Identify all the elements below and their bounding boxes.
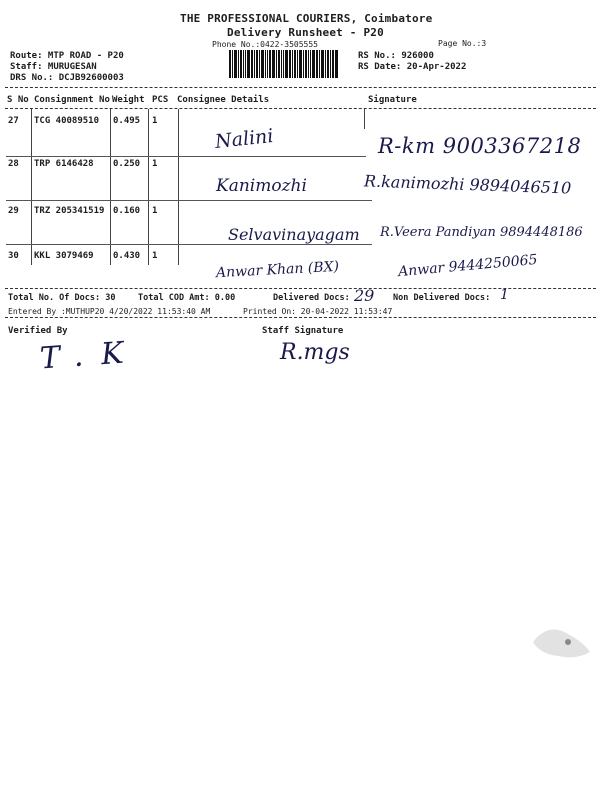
delivered-docs-count: 29: [354, 286, 375, 305]
col-consignee: Consignee Details: [177, 95, 270, 105]
signature-handwriting: R.Veera Pandiyan 9894448186: [380, 225, 583, 240]
col-consignment: Consignment No: [34, 95, 110, 105]
consignee-handwriting: Nalini: [214, 125, 275, 153]
consignee-handwriting: Anwar Khan (BX): [215, 258, 340, 282]
phone-number: Phone No.:0422-3505555: [212, 40, 318, 49]
col-divider: [148, 109, 149, 265]
row-consignment: KKL 3079469: [34, 251, 94, 261]
row-weight: 0.250: [113, 159, 141, 169]
company-name: THE PROFESSIONAL COURIERS, Coimbatore: [180, 12, 433, 25]
col-divider: [178, 109, 179, 265]
row-sno: 29: [8, 206, 19, 216]
total-cod: Total COD Amt: 0.00: [138, 293, 236, 303]
col-pcs: PCS: [152, 95, 169, 105]
smudge-mark: [528, 612, 598, 672]
total-docs: Total No. Of Docs: 30: [8, 293, 116, 303]
row-weight: 0.430: [113, 251, 141, 261]
drs-number: DRS No.: DCJB92600003: [10, 73, 124, 83]
divider: [5, 317, 596, 318]
row-divider: [6, 244, 372, 245]
consignee-handwriting: Selvavinayagam: [228, 225, 360, 244]
row-sno: 28: [8, 159, 19, 169]
row-pcs: 1: [152, 159, 158, 169]
staff-signature: R.mgs: [280, 340, 350, 365]
col-signature: Signature: [368, 95, 417, 105]
staff-signature-label: Staff Signature: [262, 326, 344, 336]
verifier-signature: T.K: [38, 334, 143, 377]
signature-handwriting: Anwar 9444250065: [397, 251, 539, 281]
row-pcs: 1: [152, 206, 158, 216]
row-divider: [6, 156, 366, 157]
page-number: Page No.:3: [438, 39, 487, 48]
non-delivered-label: Non Delivered Docs:: [393, 293, 491, 303]
col-divider: [364, 109, 365, 129]
barcode: [229, 50, 353, 78]
staff: Staff: MURUGESAN: [10, 62, 97, 72]
delivered-docs-label: Delivered Docs:: [273, 293, 350, 303]
row-weight: 0.160: [113, 206, 141, 216]
row-pcs: 1: [152, 116, 158, 126]
printed-on: Printed On: 20-04-2022 11:53:47: [243, 307, 393, 316]
consignee-handwriting: Kanimozhi: [216, 176, 307, 196]
row-sno: 30: [8, 251, 19, 261]
entered-by: Entered By :MUTHUP20 4/20/2022 11:53:40 AM: [8, 307, 211, 316]
row-sno: 27: [8, 116, 19, 126]
signature-handwriting: R.kanimozhi 9894046510: [363, 171, 572, 198]
divider: [5, 87, 596, 88]
row-consignment: TCG 40089510: [34, 116, 100, 126]
row-consignment: TRP 6146428: [34, 159, 94, 169]
col-divider: [31, 109, 32, 265]
col-divider: [110, 109, 111, 265]
non-delivered-count: 1: [500, 287, 509, 303]
col-weight: Weight: [112, 95, 145, 105]
row-pcs: 1: [152, 251, 158, 261]
col-sno: S No: [7, 95, 29, 105]
signature-handwriting: R-km 9003367218: [378, 134, 582, 158]
rs-number: RS No.: 926000: [358, 51, 434, 61]
verified-by-label: Verified By: [8, 326, 68, 336]
route: Route: MTP ROAD - P20: [10, 51, 124, 61]
rs-date: RS Date: 20-Apr-2022: [358, 62, 467, 72]
row-divider: [6, 200, 372, 201]
row-consignment: TRZ 205341519: [34, 206, 105, 216]
row-weight: 0.495: [113, 116, 141, 126]
document-title: Delivery Runsheet - P20: [227, 26, 384, 39]
divider: [5, 108, 596, 109]
